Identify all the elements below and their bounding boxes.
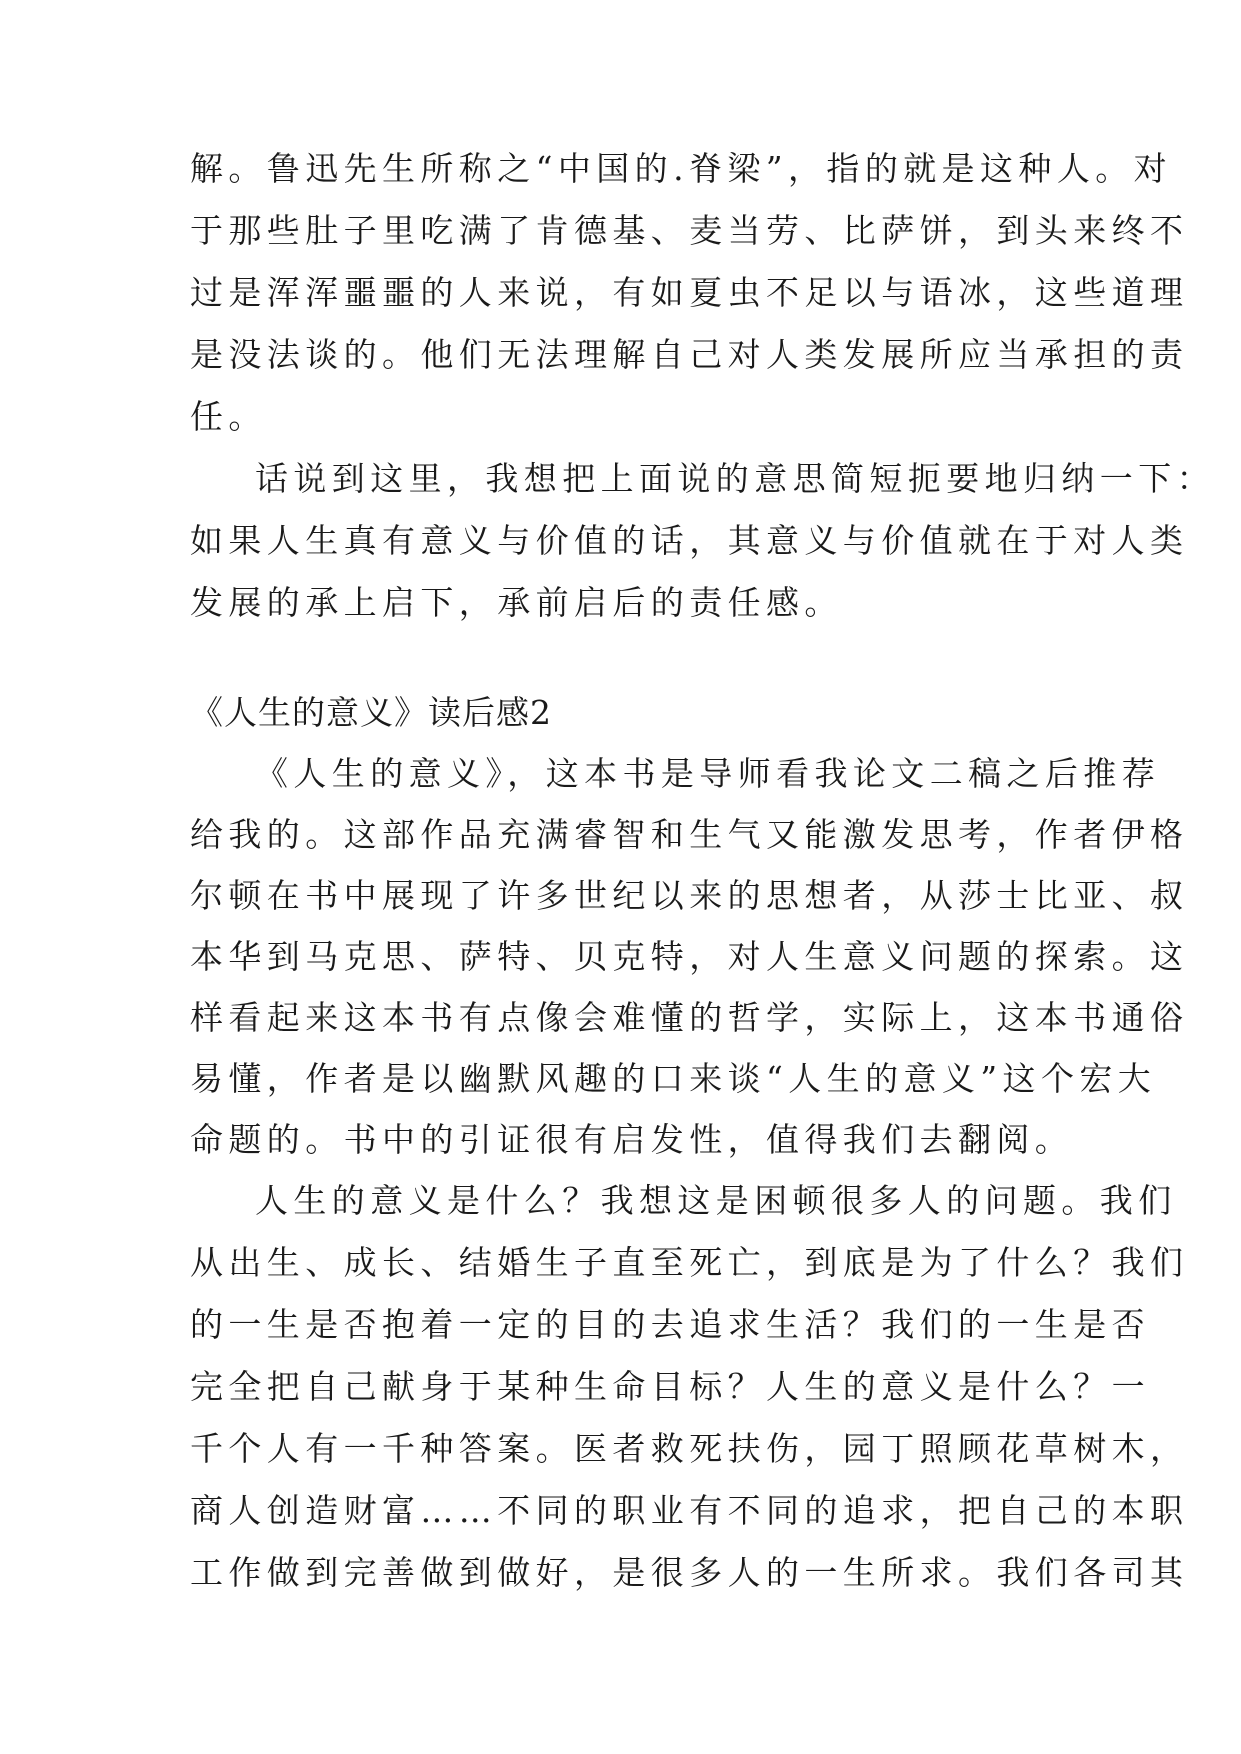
paragraph-line: 样看起来这本书有点像会难懂的哲学，实际上，这本书通俗: [190, 998, 1189, 1037]
paragraph-line: 过是浑浑噩噩的人来说，有如夏虫不足以与语冰，这些道理: [190, 273, 1189, 312]
paragraph-line: 给我的。这部作品充满睿智和生气又能激发思考，作者伊格: [190, 815, 1189, 854]
paragraph-line: 话说到这里，我想把上面说的意思简短扼要地归纳一下：: [255, 459, 1215, 498]
paragraph-line: 如果人生真有意义与价值的话，其意义与价值就在于对人类: [190, 521, 1189, 560]
paragraph-line: 商人创造财富……不同的职业有不同的追求，把自己的本职: [190, 1491, 1189, 1530]
paragraph-line: 任。: [190, 397, 267, 436]
paragraph-line: 人生的意义是什么？我想这是困顿很多人的问题。我们: [255, 1181, 1177, 1220]
paragraph-line: 发展的承上启下，承前启后的责任感。: [190, 583, 843, 622]
paragraph-line: 是没法谈的。他们无法理解自己对人类发展所应当承担的责: [190, 335, 1189, 374]
paragraph-line: 的一生是否抱着一定的目的去追求生活？我们的一生是否: [190, 1305, 1150, 1344]
paragraph-line: 千个人有一千种答案。医者救死扶伤，园丁照顾花草树木，: [190, 1429, 1189, 1468]
paragraph-line: 《人生的意义》，这本书是导师看我论文二稿之后推荐: [255, 754, 1161, 793]
paragraph-line: 解。鲁迅先生所称之“中国的.脊梁”，指的就是这种人。对: [190, 149, 1173, 188]
paragraph-line: 工作做到完善做到做好，是很多人的一生所求。我们各司其: [190, 1553, 1189, 1592]
paragraph-line: 于那些肚子里吃满了肯德基、麦当劳、比萨饼，到头来终不: [190, 211, 1189, 250]
paragraph-line: 本华到马克思、萨特、贝克特，对人生意义问题的探索。这: [190, 937, 1189, 976]
paragraph-line: 从出生、成长、结婚生子直至死亡，到底是为了什么？我们: [190, 1243, 1189, 1282]
section-heading: 《人生的意义》读后感2: [190, 693, 552, 732]
paragraph-line: 完全把自己献身于某种生命目标？人生的意义是什么？一: [190, 1367, 1150, 1406]
paragraph-line: 易懂，作者是以幽默风趣的口来谈“人生的意义”这个宏大: [190, 1059, 1157, 1098]
paragraph-line: 尔顿在书中展现了许多世纪以来的思想者，从莎士比亚、叔: [190, 876, 1189, 915]
paragraph-line: 命题的。书中的引证很有启发性，值得我们去翻阅。: [190, 1120, 1074, 1159]
